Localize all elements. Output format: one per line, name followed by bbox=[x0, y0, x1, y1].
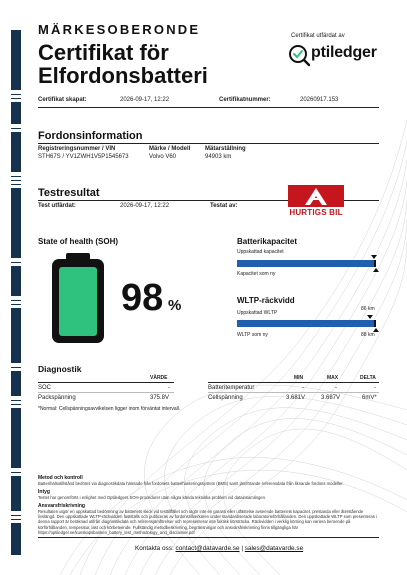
created-label: Certifikat skapat: bbox=[38, 97, 87, 103]
battery-temp-delta: - bbox=[374, 385, 376, 391]
pretitle: MÄRKESOBERONDE bbox=[38, 22, 201, 37]
make-label: Märke / Modell bbox=[149, 146, 191, 152]
soc-label: SOC bbox=[38, 385, 52, 391]
reg-label: Registreringsnummer / VIN bbox=[38, 146, 116, 152]
left-barcode-stripe bbox=[11, 30, 21, 555]
soc-value: - bbox=[168, 385, 170, 391]
title-line-1: Certifikat för bbox=[38, 40, 169, 65]
certificate-number-value: 20260917.153 bbox=[300, 97, 339, 103]
battery-temp-label: Batteritemperatur bbox=[208, 385, 255, 391]
tested-by-logo-text: HURTIGS BIL bbox=[289, 208, 343, 217]
created-value: 2026-09-17, 12:22 bbox=[120, 97, 170, 103]
battery-temp-max: - bbox=[335, 385, 337, 391]
capacity-marker-icon bbox=[371, 255, 377, 259]
wltp-bar bbox=[237, 320, 376, 327]
test-heading: Testresultat bbox=[38, 187, 100, 199]
cell-voltage-delta: 6mV* bbox=[362, 395, 377, 401]
title-line-2: Elfordonsbatteri bbox=[38, 63, 208, 88]
hurtigs-emblem-icon bbox=[288, 185, 344, 207]
odometer-label: Mätarställning bbox=[205, 146, 246, 152]
soh-unit: % bbox=[168, 297, 182, 314]
disclaimer-heading: Ansvarsfriskrivning bbox=[38, 503, 85, 509]
wltp-marker-icon bbox=[367, 315, 373, 319]
disclaimer-text: Resultaten utgör en uppskattad bedömning av batteriets skick vid testtillfället och utgör inte en garanti eller utfästelse avseende batteriets kapacitet, prestanda eller återstående livslängd. Den uppskattade WLTP-räckvidden fastställs och publiceras av fordonstillverkaren under standardiserade laboratorieförhållanden. Den uppskattade WLTP som presenteras i denna rapport är beräknad utifrån diagnostikdata och referensjämförelser och representerar inte faktisk körsträcka. Räckvidden i verklig körning kan variera beroende på körförhållanden, temperatur, last och körbeteende. Fullständig metodbeskrivning, begränsningar och ansvarsfriskrivning finns tillgängliga här https://optiledger.se/kunskapsbanken_battery_test_methodology_and_disclaimer.pdf bbox=[38, 509, 377, 535]
intyg-text: Testet har genomförts i enlighet med Optiledgers SOH-procedurer utan några kända tekniska problem vid datainsamlingen. bbox=[38, 495, 267, 500]
divider bbox=[208, 392, 379, 393]
battery-icon bbox=[52, 253, 104, 343]
capacity-new-marker-icon bbox=[373, 268, 379, 272]
pack-voltage-value: 375.8V bbox=[150, 395, 170, 401]
capacity-new-label: Kapacitet som ny bbox=[237, 271, 276, 277]
method-heading: Metod och kontroll bbox=[38, 475, 83, 481]
magnifier-check-icon bbox=[287, 43, 311, 67]
issuer-label: Certifikat utfärdat av bbox=[291, 33, 345, 39]
divider bbox=[38, 107, 379, 108]
capacity-bar bbox=[237, 260, 376, 267]
divider bbox=[208, 382, 379, 383]
diagnostics-note: *Normal: Cellspänningsavvikelsen ligger inom förväntat intervall. bbox=[38, 406, 181, 412]
method-text: Batterihälsotillstånd bedöms via diagnostikdata hämtade från fordonets batterihanteringssystem (BMS) samt jämförande referensdata från liknande fordons modeller. bbox=[38, 481, 344, 486]
sales-email-link[interactable]: sales@datavarde.se bbox=[244, 545, 304, 552]
issuer-logo-text: ptiledger bbox=[311, 44, 377, 61]
battery-temp-min: - bbox=[302, 385, 304, 391]
divider bbox=[38, 143, 379, 144]
wltp-estimated-label: Uppskattad WLTP bbox=[237, 310, 278, 316]
value-column-header: VÄRDE bbox=[150, 375, 168, 381]
delta-column-header: DELTA bbox=[360, 375, 376, 381]
odometer-value: 94903 km bbox=[205, 154, 232, 160]
vehicle-heading: Fordonsinformation bbox=[38, 130, 143, 142]
intyg-heading: Intyg bbox=[38, 489, 50, 495]
capacity-estimated-label: Uppskattad kapacitet bbox=[237, 249, 284, 255]
capacity-heading: Batterikapacitet bbox=[237, 237, 298, 246]
test-date-label: Test utfärdat: bbox=[38, 203, 76, 209]
diagnostics-heading: Diagnostik bbox=[38, 364, 82, 374]
reg-value: STH67S / YV1ZWH1V5P1545673 bbox=[38, 154, 129, 160]
soh-heading: State of health (SOH) bbox=[38, 237, 119, 246]
certificate-number-label: Certifikatnummer: bbox=[219, 97, 271, 103]
pack-voltage-label: Packspänning bbox=[38, 395, 76, 401]
wltp-new-value: 88 km bbox=[361, 332, 375, 338]
hurtigs-bil-logo bbox=[288, 185, 344, 221]
test-date-value: 2026-09-17, 12:22 bbox=[120, 203, 170, 209]
wltp-heading: WLTP-räckvidd bbox=[237, 296, 295, 305]
min-column-header: MIN bbox=[294, 375, 304, 381]
divider bbox=[38, 392, 174, 393]
contact-line bbox=[135, 545, 303, 552]
tested-by-label: Testat av: bbox=[210, 203, 238, 209]
battery-fill-level bbox=[59, 267, 97, 336]
make-value: Volvo V60 bbox=[149, 154, 177, 160]
cell-voltage-max: 3.687V bbox=[321, 395, 341, 401]
max-column-header: MAX bbox=[327, 375, 339, 381]
optiledger-logo bbox=[287, 41, 377, 69]
cell-voltage-label: Cellspänning bbox=[208, 395, 243, 401]
divider bbox=[38, 537, 379, 538]
soh-value: 98 bbox=[121, 277, 164, 319]
divider bbox=[38, 382, 174, 383]
wltp-estimated-value: 86 km bbox=[361, 306, 375, 312]
cell-voltage-min: 3.681V bbox=[286, 395, 306, 401]
contact-separator: | bbox=[239, 545, 245, 552]
contact-prefix: Kontakta oss: bbox=[135, 545, 176, 552]
wltp-new-label: WLTP som ny bbox=[237, 332, 268, 338]
contact-email-link[interactable]: contact@datavarde.se bbox=[175, 545, 240, 552]
